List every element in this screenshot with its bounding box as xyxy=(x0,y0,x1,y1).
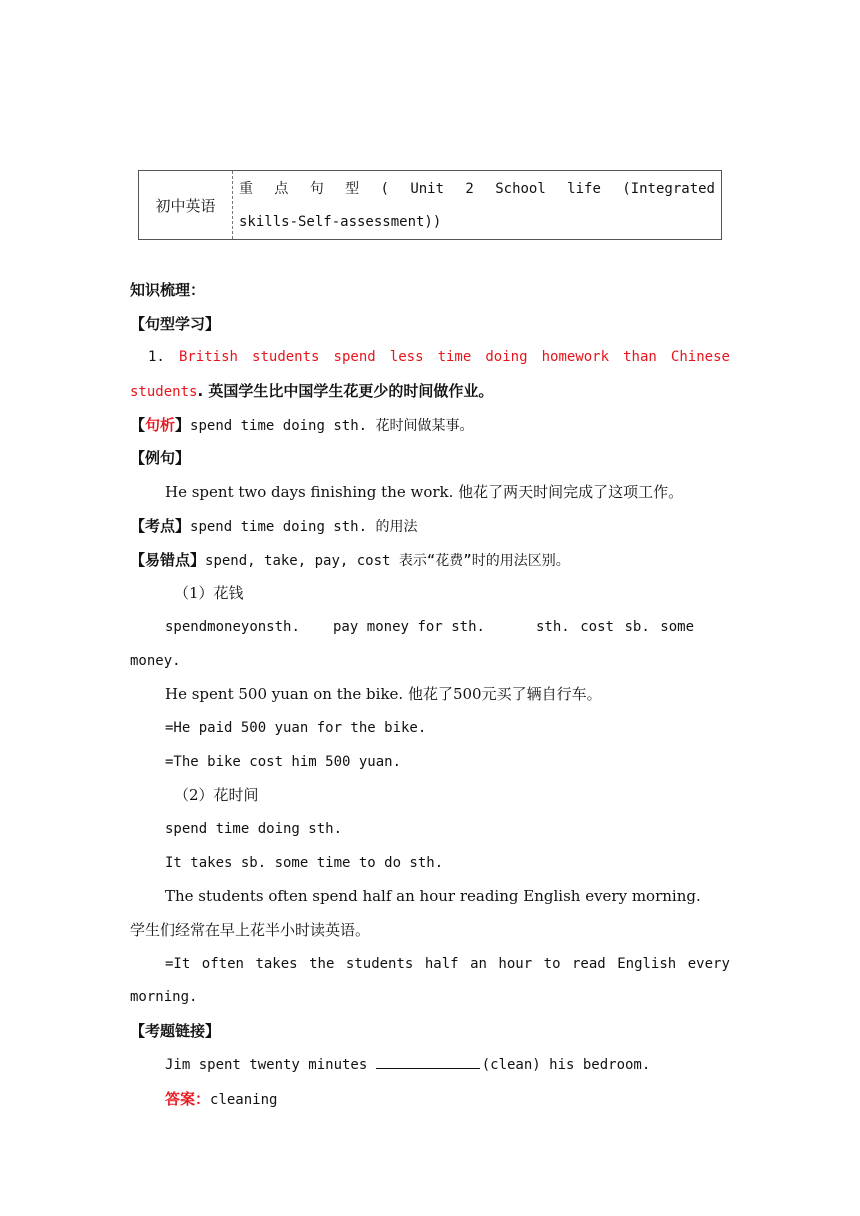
sentence-word: Chinese xyxy=(670,349,730,366)
question-text-before: Jim spent twenty minutes xyxy=(165,1056,376,1073)
sentence-word: doing xyxy=(485,349,528,366)
knowledge-heading: 知识梳理： xyxy=(130,281,206,299)
phrase-word: on xyxy=(249,618,267,635)
phrase-word: spend xyxy=(165,618,208,635)
title-word: School xyxy=(495,181,546,197)
sentence-word: hour xyxy=(498,955,533,972)
point-label: 【考点】 xyxy=(130,516,191,535)
mistake-label: 【易错点】 xyxy=(130,550,206,569)
phrase-word: cost xyxy=(580,618,614,635)
title-word: 2 xyxy=(465,181,474,197)
money-example-3: =The bike cost him 500 yuan. xyxy=(165,753,402,770)
subject-label: 初中英语 xyxy=(155,196,216,215)
title-word: 点 xyxy=(274,181,289,197)
sentence-word: time xyxy=(437,349,472,366)
phrase-word: money xyxy=(207,618,250,635)
point-text: spend time doing sth. 的用法 xyxy=(190,518,418,535)
money-phrase-1 xyxy=(165,611,300,645)
sentence-word: to xyxy=(543,955,561,972)
title-cell xyxy=(233,171,721,239)
analysis-text: spend time doing sth. 花时间做某事。 xyxy=(190,417,474,434)
sentence-word: students xyxy=(345,955,414,972)
example-heading: 【例句】 xyxy=(130,449,191,468)
time-example-1: The students often spend half an hour reading English every morning. xyxy=(165,887,701,906)
mistake-line xyxy=(130,544,730,578)
phrase-word: sth. xyxy=(266,618,300,635)
title-word: (Integrated xyxy=(622,181,715,197)
sentence-end: students xyxy=(130,384,198,401)
money-line-end: money. xyxy=(130,652,181,669)
phrase-word: pay xyxy=(333,618,359,635)
question-text-after: (clean) his bedroom. xyxy=(481,1056,651,1073)
item1-translation: . 英国学生比中国学生花更少的时间做作业。 xyxy=(197,382,494,401)
item1-number: 1. xyxy=(148,349,165,366)
sentence-word: British xyxy=(178,349,238,366)
analysis-line xyxy=(130,409,730,443)
sentence-word: read xyxy=(572,955,606,972)
answer-blank[interactable] xyxy=(376,1052,480,1069)
document-body xyxy=(130,274,730,1116)
title-word: Unit xyxy=(410,181,445,197)
analysis-label: 句析 xyxy=(145,415,176,434)
item1-line1 xyxy=(130,341,730,375)
sentence-word: every xyxy=(687,955,730,972)
bracket-close: 】 xyxy=(175,415,191,434)
title-word: ( xyxy=(380,181,389,197)
sentence-word: half xyxy=(424,955,459,972)
bracket-open: 【 xyxy=(130,415,146,434)
sentence-word: less xyxy=(389,349,424,366)
title-line-1 xyxy=(239,173,715,206)
sentence-word: spend xyxy=(333,349,376,366)
time-example-2 xyxy=(130,948,730,982)
money-heading: （1）花钱 xyxy=(174,584,244,603)
exam-question xyxy=(130,1049,730,1083)
phrase-word: sth. xyxy=(536,618,570,635)
money-line xyxy=(130,611,730,645)
money-example-2: =He paid 500 yuan for the bike. xyxy=(165,719,427,736)
time-example-1-cn: 学生们经常在早上花半小时读英语。 xyxy=(130,921,371,940)
item1-line2 xyxy=(130,375,730,409)
answer-text: cleaning xyxy=(210,1091,278,1108)
money-phrase-2 xyxy=(333,611,485,645)
phrase-word: money xyxy=(366,618,409,635)
sentence-word: often xyxy=(201,955,244,972)
mistake-text: spend, take, pay, cost 表示“花费”时的用法区别。 xyxy=(205,552,570,569)
time-line-2: It takes sb. some time to do sth. xyxy=(165,854,444,871)
pattern-heading: 【句型学习】 xyxy=(130,314,221,333)
phrase-word: sb. xyxy=(624,618,650,635)
time-example-2-end: morning. xyxy=(130,989,198,1006)
title-line-2: skills-Self-assessment)) xyxy=(239,214,442,230)
link-heading: 【考题链接】 xyxy=(130,1022,221,1041)
sentence-word: =It xyxy=(165,955,191,972)
answer-line xyxy=(130,1083,730,1117)
sentence-word: an xyxy=(470,955,487,972)
sentence-word: homework xyxy=(541,349,610,366)
sentence-word: the xyxy=(309,955,335,972)
title-word: 重 xyxy=(239,181,253,197)
title-word: 型 xyxy=(345,181,360,197)
example-text: He spent two days finishing the work. 他花了两天时间完成了这项工作。 xyxy=(165,483,684,502)
title-word: life xyxy=(567,181,601,197)
phrase-word: some xyxy=(660,618,694,635)
sentence-word: than xyxy=(623,349,657,366)
phrase-word: sth. xyxy=(451,618,485,635)
time-line-1: spend time doing sth. xyxy=(165,821,343,837)
sentence-word: English xyxy=(617,955,677,972)
answer-label: 答案： xyxy=(165,1089,211,1108)
point-line xyxy=(130,510,730,544)
header-table xyxy=(138,170,722,240)
time-heading: （2）花时间 xyxy=(174,786,259,805)
sentence-word: students xyxy=(252,349,320,366)
title-word: 句 xyxy=(309,181,324,197)
phrase-word: for xyxy=(417,618,443,635)
subject-cell xyxy=(139,171,233,239)
sentence-word: takes xyxy=(255,955,298,972)
money-phrase-3 xyxy=(536,611,694,645)
money-example-1: He spent 500 yuan on the bike. 他花了500元买了辆自行车。 xyxy=(165,685,602,704)
